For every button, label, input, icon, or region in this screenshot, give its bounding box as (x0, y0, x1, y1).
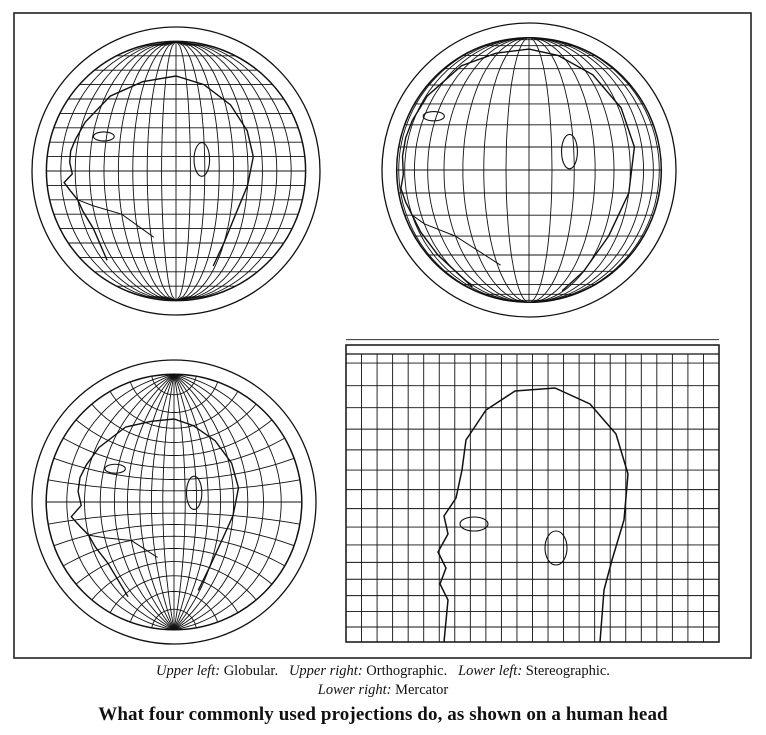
globular-projection-globe (32, 27, 320, 315)
jaw-line (78, 200, 154, 237)
eye-icon (105, 464, 125, 473)
caption-text-orthographic: Orthographic. (366, 663, 448, 679)
caption-text-stereographic: Stereographic. (525, 663, 610, 679)
caption-line-2 (0, 681, 766, 699)
caption-label-upper-left: Upper left: (156, 663, 221, 679)
figure-title: What four commonly used projections do, as shown on a human head (98, 704, 668, 725)
caption-label-lower-right: Lower right: (317, 682, 392, 698)
eye-icon (93, 132, 114, 141)
eye-icon (460, 517, 488, 531)
caption-text-mercator: Mercator (395, 682, 449, 698)
caption-line-1 (0, 662, 766, 680)
mercator-projection-map (346, 340, 719, 642)
head-outline (438, 388, 628, 642)
caption-label-upper-right: Upper right: (288, 663, 363, 679)
orthographic-projection-globe (382, 23, 676, 317)
ear-icon (562, 134, 578, 168)
eye-icon (423, 112, 444, 121)
caption-label-lower-left: Lower left: (458, 663, 523, 679)
stereographic-projection-globe (32, 360, 316, 644)
caption-text-globular: Globular. (223, 663, 279, 679)
ear-icon (186, 476, 201, 509)
figure-frame (14, 13, 751, 658)
